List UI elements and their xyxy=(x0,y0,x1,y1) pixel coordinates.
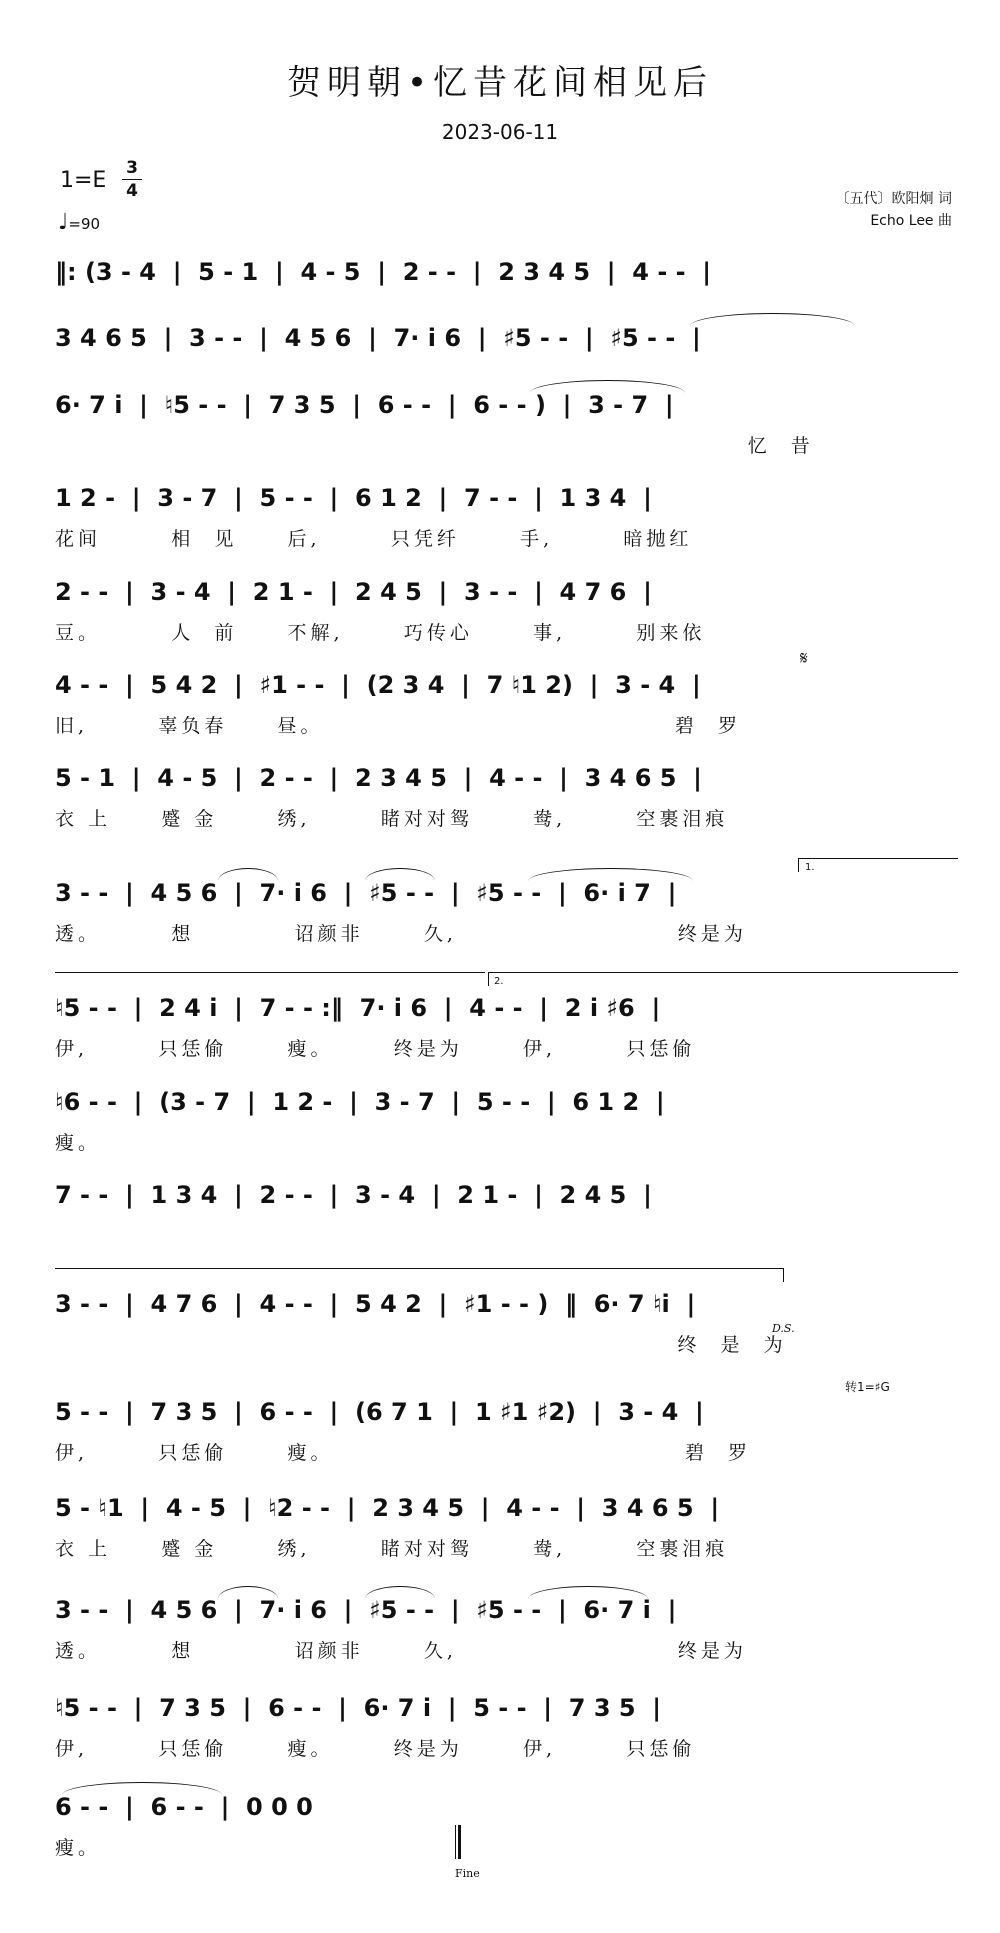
notation-row: 3 4 6 5 | 3 - - | 4 5 6 | 7· i 6 | ♯5 - - | ♯5 - - | xyxy=(55,324,701,352)
notation-row: 6 - - | 6 - - | 0 0 0 xyxy=(55,1793,313,1821)
time-signature-line xyxy=(122,179,142,180)
notation-row: 3 - - | 4 5 6 | 7· i 6 | ♯5 - - | ♯5 - - | 6· 7 i | xyxy=(55,1596,677,1624)
notation-row: 6· 7 i | ♮5 - - | 7 3 5 | 6 - - | 6 - - ) | 3 - 7 | xyxy=(55,391,674,419)
notation-row: ‖: (3 - 4 | 5 - 1 | 4 - 5 | 2 - - | 2 3 4 5 | 4 - - | xyxy=(55,258,712,286)
volta-1-bracket xyxy=(798,858,958,859)
lyric-row: 花间 相 见 后, 只凭纤 手, 暗抛红 xyxy=(55,528,693,550)
volta-1-bracket-side xyxy=(798,858,799,872)
ds-marking: D.S. xyxy=(772,1322,795,1335)
final-barline-thin xyxy=(455,1825,456,1859)
lyric-row: 忆 昔 xyxy=(55,435,814,457)
notation-row: ♮5 - - | 2 4 i | 7 - - :‖ 7· i 6 | 4 - - | 2 i ♯6 | xyxy=(55,994,661,1022)
lyric-row: 瘦。 xyxy=(55,1837,102,1859)
volta-2-bracket-continued xyxy=(55,1268,783,1269)
lyric-row: 伊, 只恁偷 瘦。 终是为 伊, 只恁偷 xyxy=(55,1738,696,1760)
volta-2-bracket-side xyxy=(488,972,489,986)
notation-row: 2 - - | 3 - 4 | 2 1 - | 2 4 5 | 3 - - | 4 7 6 | xyxy=(55,578,652,606)
volta-1-label: 1. xyxy=(805,862,815,873)
volta-2-bracket-end xyxy=(783,1268,784,1282)
lyric-row xyxy=(55,1221,960,1251)
lyric-row: 终 是 为 xyxy=(55,1334,787,1356)
composer-credit: Echo Lee 曲 xyxy=(870,213,952,229)
lyric-row: 透。 想 诏颜非 久, 终是为 xyxy=(55,1640,747,1662)
notation-row: 7 - - | 1 3 4 | 2 - - | 3 - 4 | 2 1 - | 2 4 5 | xyxy=(55,1181,652,1209)
fine-marking: Fine xyxy=(455,1867,480,1880)
lyric-row: 透。 想 诏颜非 久, 终是为 xyxy=(55,923,747,945)
final-barline xyxy=(455,1825,461,1859)
lyric-row: 衣 上 蹙 金 绣, 睹对对鸳 鸯, 空裹泪痕 xyxy=(55,1538,729,1560)
notation-row: ♮6 - - | (3 - 7 | 1 2 - | 3 - 7 | 5 - - | 6 1 2 | xyxy=(55,1088,665,1116)
notation-row: 3 - - | 4 7 6 | 4 - - | 5 4 2 | ♯1 - - ) ‖ 6· 7 ♮i | xyxy=(55,1290,696,1318)
notation-row: 3 - - | 4 5 6 | 7· i 6 | ♯5 - - | ♯5 - - | 6· i 7 | xyxy=(55,879,677,907)
tempo-marking xyxy=(58,210,100,235)
score-date: 2023-06-11 xyxy=(441,120,559,144)
lyric-row: 旧, 辜负春 昼。 碧 罗 xyxy=(55,715,741,737)
notation-row: 5 - 1 | 4 - 5 | 2 - - | 2 3 4 5 | 4 - - | 3 4 6 5 | xyxy=(55,764,702,792)
notation-row: 1 2 - | 3 - 7 | 5 - - | 6 1 2 | 7 - - | 1 3 4 | xyxy=(55,484,652,512)
lyric-row: 伊, 只恁偷 瘦。 终是为 伊, 只恁偷 xyxy=(55,1038,696,1060)
lyric-row: 豆。 人 前 不解, 巧传心 事, 别来依 xyxy=(55,622,706,644)
lyric-row: 衣 上 蹙 金 绣, 睹对对鸳 鸯, 空裹泪痕 xyxy=(55,808,729,830)
tempo-value: =90 xyxy=(68,215,101,233)
notation-row: ♮5 - - | 7 3 5 | 6 - - | 6· 7 i | 5 - - | 7 3 5 | xyxy=(55,1694,662,1722)
segno-icon: 𝄋 xyxy=(800,648,808,669)
volta-2-bracket xyxy=(488,972,958,973)
modulation-marking: 转1=♯G xyxy=(845,1380,890,1394)
credits xyxy=(836,188,952,232)
quarter-note-icon: ♩ xyxy=(58,210,69,235)
lyric-row: 瘦。 xyxy=(55,1132,102,1154)
volta-1-bracket-continued xyxy=(55,972,485,973)
notation-row: 4 - - | 5 4 2 | ♯1 - - | (2 3 4 | 7 ♮1 2) | 3 - 4 | xyxy=(55,671,701,699)
volta-2-label: 2. xyxy=(494,976,504,987)
time-signature-top: 3 xyxy=(126,158,138,178)
lyricist-credit: 〔五代〕欧阳炯 词 xyxy=(835,191,952,207)
score-header xyxy=(0,0,1000,240)
final-barline-thick xyxy=(458,1825,461,1859)
key-signature: 1=E xyxy=(60,168,107,193)
score-title: 贺明朝•忆昔花间相见后 xyxy=(286,63,714,103)
time-signature xyxy=(122,158,142,201)
notation-row: 5 - ♮1 | 4 - 5 | ♮2 - - | 2 3 4 5 | 4 - - | 3 4 6 5 | xyxy=(55,1494,720,1522)
time-signature-bottom: 4 xyxy=(126,181,138,201)
notation-row: 5 - - | 7 3 5 | 6 - - | (6 7 1 | 1 ♯1 ♯2) | 3 - 4 | xyxy=(55,1398,704,1426)
lyric-row: 伊, 只恁偷 瘦。 碧 罗 xyxy=(55,1442,752,1464)
